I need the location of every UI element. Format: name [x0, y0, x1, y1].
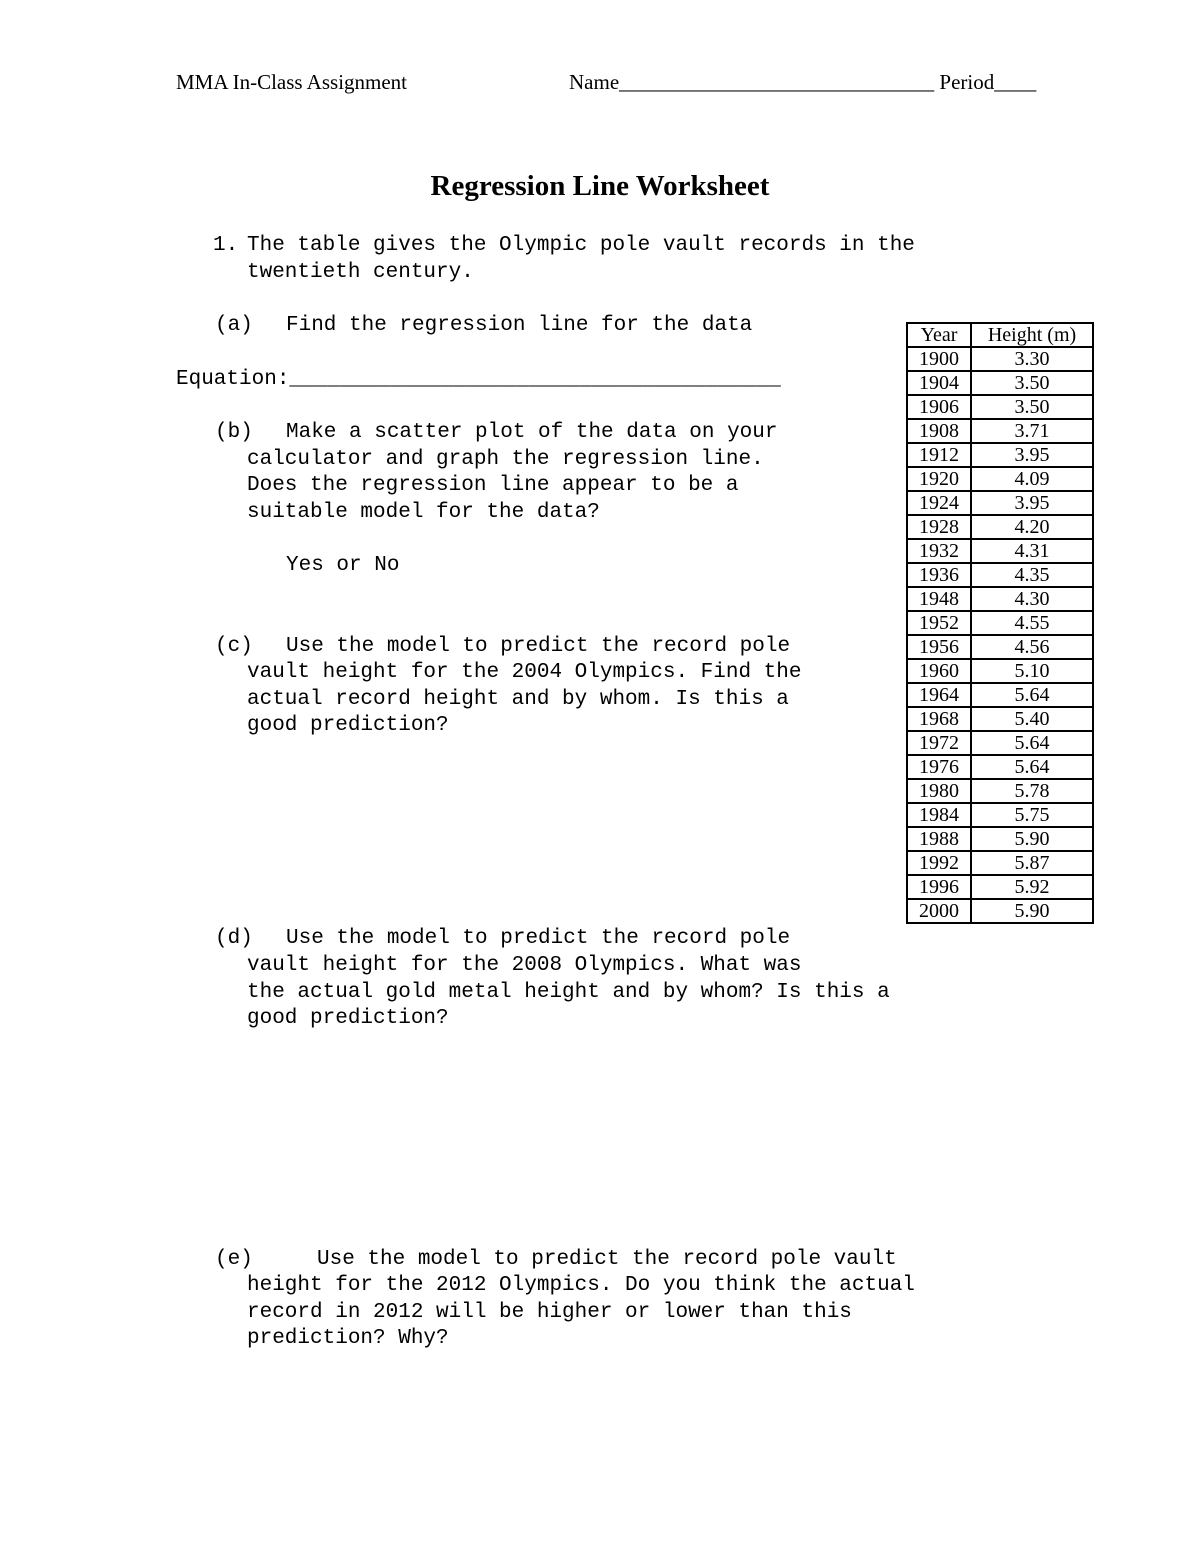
part-c-label: (c) [215, 635, 253, 658]
part-b-line-3: Does the regression line appear to be a [247, 474, 739, 497]
height-cell: 3.50 [971, 371, 1093, 395]
part-a-text: Find the regression line for the data [286, 314, 753, 337]
year-cell: 1912 [907, 443, 971, 467]
height-cell: 3.95 [971, 491, 1093, 515]
part-d-line-3: the actual gold metal height and by whom? Is this a [247, 981, 890, 1004]
table-row [907, 851, 1093, 875]
part-d-line-4: good prediction? [247, 1007, 449, 1030]
height-cell: 5.64 [971, 731, 1093, 755]
table-row [907, 827, 1093, 851]
table-row [907, 683, 1093, 707]
part-c-line-2: vault height for the 2004 Olympics. Find the [247, 661, 802, 684]
height-cell: 4.55 [971, 611, 1093, 635]
table-row [907, 875, 1093, 899]
table-row [907, 731, 1093, 755]
height-cell: 3.30 [971, 347, 1093, 371]
part-e-line-1: Use the model to predict the record pole vault [317, 1248, 897, 1271]
table-row [907, 779, 1093, 803]
table-row [907, 635, 1093, 659]
table-row [907, 803, 1093, 827]
table-row [907, 563, 1093, 587]
table-row [907, 347, 1093, 371]
table-row [907, 755, 1093, 779]
table-row [907, 395, 1093, 419]
year-column-header: Year [907, 323, 971, 347]
question-intro-line-1: The table gives the Olympic pole vault records in the [247, 234, 915, 257]
part-b-label: (b) [215, 421, 253, 444]
table-row [907, 515, 1093, 539]
part-b-line-2: calculator and graph the regression line. [247, 448, 764, 471]
height-cell: 5.64 [971, 755, 1093, 779]
year-cell: 1980 [907, 779, 971, 803]
year-cell: 1936 [907, 563, 971, 587]
height-cell: 5.40 [971, 707, 1093, 731]
height-cell: 4.09 [971, 467, 1093, 491]
part-d-line-2: vault height for the 2008 Olympics. What was [247, 954, 802, 977]
part-b-answer-choice: Yes or No [286, 554, 400, 577]
table-row [907, 371, 1093, 395]
table-row [907, 587, 1093, 611]
year-cell: 1960 [907, 659, 971, 683]
year-cell: 2000 [907, 899, 971, 923]
table-row [907, 659, 1093, 683]
year-cell: 1988 [907, 827, 971, 851]
year-cell: 1928 [907, 515, 971, 539]
year-cell: 1956 [907, 635, 971, 659]
part-c-line-3: actual record height and by whom. Is this a [247, 688, 789, 711]
part-e-line-4: prediction? Why? [247, 1327, 449, 1350]
table-row [907, 467, 1093, 491]
height-cell: 4.56 [971, 635, 1093, 659]
year-cell: 1996 [907, 875, 971, 899]
height-cell: 5.10 [971, 659, 1093, 683]
year-cell: 1968 [907, 707, 971, 731]
height-cell: 4.20 [971, 515, 1093, 539]
page-title: Regression Line Worksheet [430, 170, 770, 202]
height-cell: 5.90 [971, 827, 1093, 851]
height-cell: 5.87 [971, 851, 1093, 875]
year-cell: 1900 [907, 347, 971, 371]
part-d-label: (d) [215, 927, 253, 950]
height-cell: 4.31 [971, 539, 1093, 563]
table-row [907, 419, 1093, 443]
part-e-line-3: record in 2012 will be higher or lower than this [247, 1301, 852, 1324]
height-cell: 5.75 [971, 803, 1093, 827]
pole-vault-records-table [906, 322, 1094, 924]
name-period-field: Name______________________________ Period____ [569, 70, 1037, 94]
part-c-line-1: Use the model to predict the record pole [286, 635, 791, 658]
year-cell: 1992 [907, 851, 971, 875]
height-cell: 3.71 [971, 419, 1093, 443]
year-cell: 1904 [907, 371, 971, 395]
table-row [907, 707, 1093, 731]
part-c-line-4: good prediction? [247, 714, 449, 737]
height-cell: 3.50 [971, 395, 1093, 419]
part-b-line-4: suitable model for the data? [247, 501, 600, 524]
year-cell: 1932 [907, 539, 971, 563]
table-row [907, 443, 1093, 467]
year-cell: 1952 [907, 611, 971, 635]
year-cell: 1924 [907, 491, 971, 515]
table-header-row [907, 323, 1093, 347]
height-cell: 3.95 [971, 443, 1093, 467]
equation-field: Equation:_______________________________________ [176, 368, 781, 391]
height-cell: 4.35 [971, 563, 1093, 587]
height-column-header: Height (m) [971, 323, 1093, 347]
part-a-label: (a) [215, 314, 253, 337]
question-number: 1. [213, 234, 239, 257]
year-cell: 1920 [907, 467, 971, 491]
year-cell: 1948 [907, 587, 971, 611]
table-row [907, 491, 1093, 515]
year-cell: 1972 [907, 731, 971, 755]
year-cell: 1964 [907, 683, 971, 707]
assignment-label: MMA In-Class Assignment [176, 70, 408, 94]
part-e-label: (e) [215, 1248, 253, 1271]
height-cell: 5.90 [971, 899, 1093, 923]
table-row [907, 539, 1093, 563]
part-b-line-1: Make a scatter plot of the data on your [286, 421, 778, 444]
year-cell: 1976 [907, 755, 971, 779]
height-cell: 5.64 [971, 683, 1093, 707]
part-e-line-2: height for the 2012 Olympics. Do you think the actual [247, 1274, 915, 1297]
table-row [907, 611, 1093, 635]
height-cell: 4.30 [971, 587, 1093, 611]
table-row [907, 899, 1093, 923]
year-cell: 1984 [907, 803, 971, 827]
question-intro-line-2: twentieth century. [247, 261, 474, 284]
year-cell: 1906 [907, 395, 971, 419]
year-cell: 1908 [907, 419, 971, 443]
height-cell: 5.78 [971, 779, 1093, 803]
height-cell: 5.92 [971, 875, 1093, 899]
part-d-line-1: Use the model to predict the record pole [286, 927, 791, 950]
